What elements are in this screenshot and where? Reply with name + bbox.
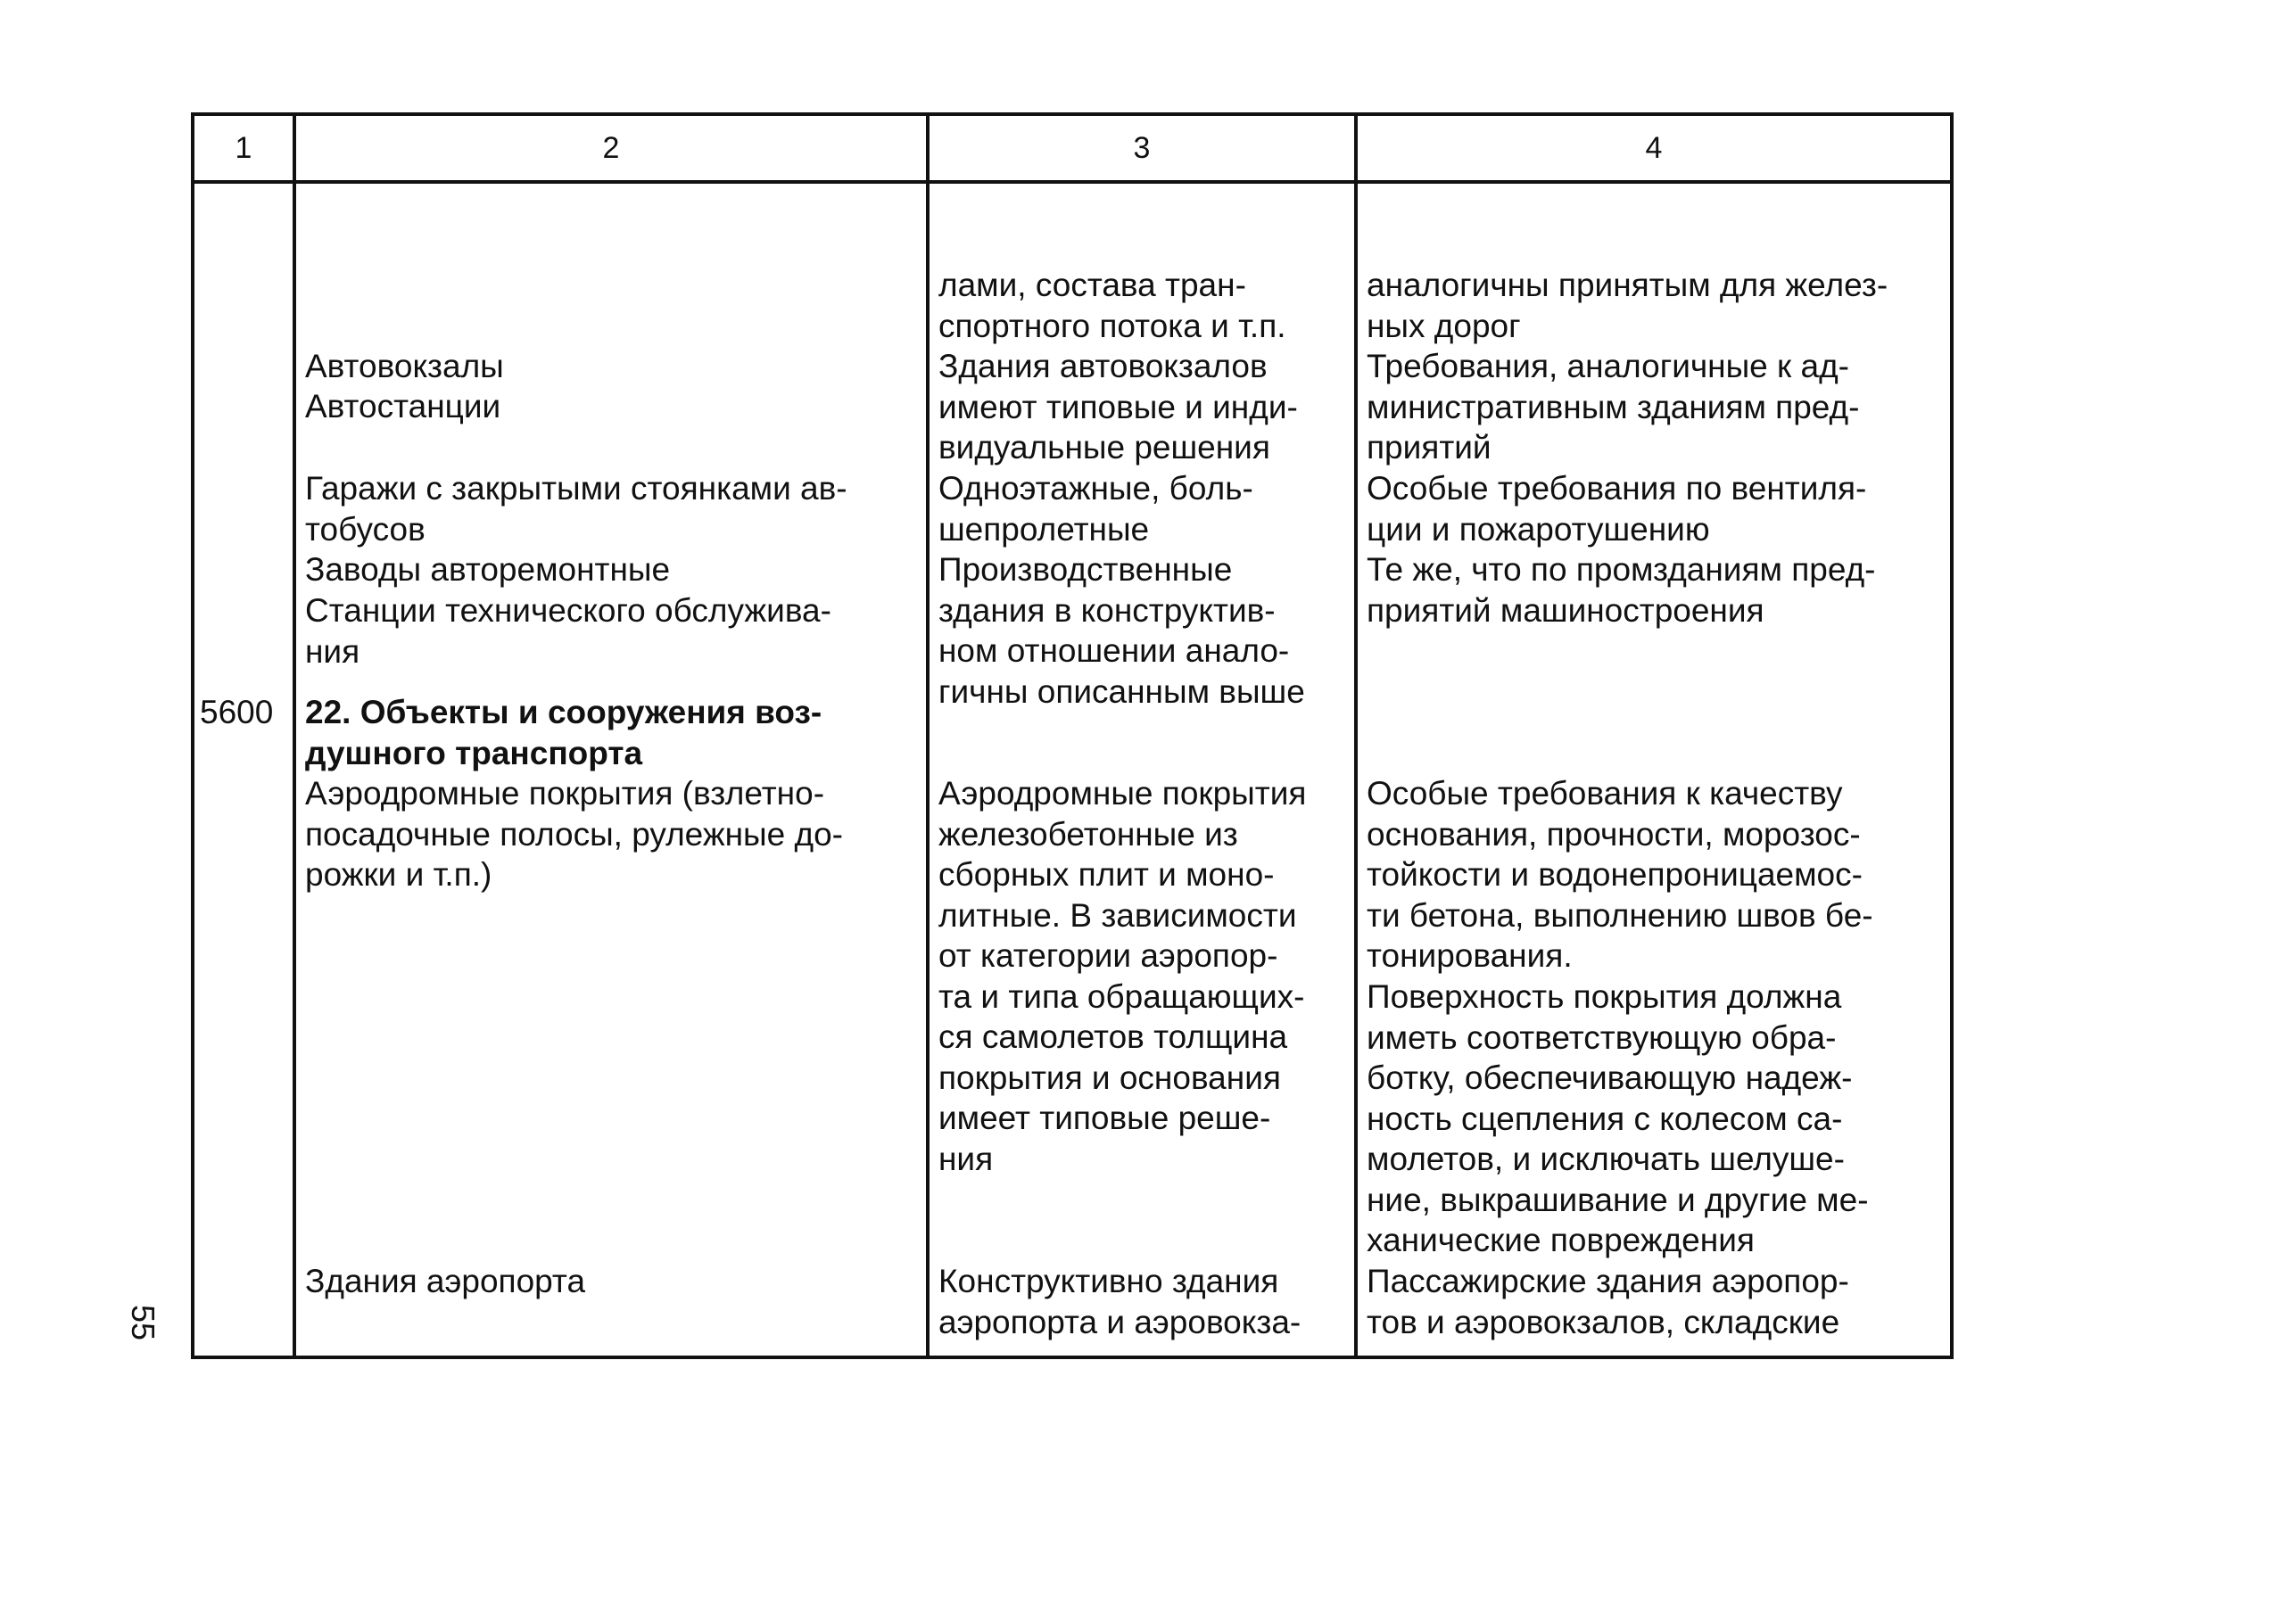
column-1-cell — [193, 182, 294, 1357]
item-repair-plants: Заводы авторемонтные — [305, 551, 671, 588]
requirements-ventilation: Особые требования по вентиля- ции и пожаротушению — [1367, 470, 1867, 548]
page-number: 55 — [125, 1304, 162, 1341]
construction-continuation: лами, состава тран- спортного потока и т.п. — [938, 267, 1286, 344]
column-4-cell — [1356, 182, 1952, 1357]
section-heading: 22. Объекты и сооружения воз- душного транспорта — [305, 694, 822, 771]
requirements-surface-treatment: Поверхность покрытия должна иметь соответствующую обра- ботку, обеспечивающую надеж- ность сцепления с колесом са- молетов, и исключать шелуше- ние, выкрашивание и другие ме- ханические повреждения — [1367, 978, 1869, 1258]
requirements-continuation: аналогичны принятым для желез- ных дорог — [1367, 267, 1888, 344]
construction-bus-stations: Здания автовокзалов имеют типовые и инди- видуальные решения — [938, 348, 1298, 466]
header-col-3: 3 — [928, 114, 1356, 182]
section-code: 5600 — [200, 694, 274, 730]
requirements-admin: Требования, аналогичные к ад- министративным зданиям пред- приятий — [1367, 348, 1860, 466]
column-2-cell — [294, 182, 928, 1357]
column-3-cell — [928, 182, 1356, 1357]
construction-garages: Одноэтажные, боль- шепролетные — [938, 470, 1253, 548]
item-airfield-pavements: Аэродромные покрытия (взлетно- посадочные полосы, рулежные до- рожки и т.п.) — [305, 775, 843, 893]
construction-airport-buildings: Конструктивно здания аэропорта и аэровокза- — [938, 1263, 1302, 1340]
header-row — [193, 114, 1952, 182]
item-bus-stops: Автостанции — [305, 388, 501, 425]
item-bus-stations: Автовокзалы — [305, 348, 504, 384]
construction-airfield-pavements: Аэродромные покрытия железобетонные из сборных плит и моно- литные. В зависимости от категории аэропор- та и типа обращающих- ся самолетов толщина покрытия и основания имеет типовые реше- ния — [938, 775, 1307, 1177]
construction-industrial: Производственные здания в конструктив- ном отношении анало- гичны описанным выше — [938, 551, 1305, 710]
item-service-stations: Станции технического обслужива- ния — [305, 592, 831, 670]
header-col-4: 4 — [1356, 114, 1952, 182]
document-table — [191, 112, 1954, 1359]
requirements-passenger-buildings: Пассажирские здания аэропор- тов и аэровокзалов, складские — [1367, 1263, 1849, 1340]
requirements-industrial: Те же, что по промзданиям пред- приятий машиностроения — [1367, 551, 1876, 629]
header-col-2: 2 — [294, 114, 928, 182]
table-row — [193, 182, 1952, 1357]
item-airport-buildings: Здания аэропорта — [305, 1263, 586, 1299]
header-col-1: 1 — [193, 114, 294, 182]
item-garages: Гаражи с закрытыми стоянками ав- тобусов — [305, 470, 847, 548]
requirements-pavement-quality: Особые требования к качеству основания, прочности, морозос- тойкости и водонепроницаемос- ти бетона, выполнению швов бе- тонирования. — [1367, 775, 1873, 974]
